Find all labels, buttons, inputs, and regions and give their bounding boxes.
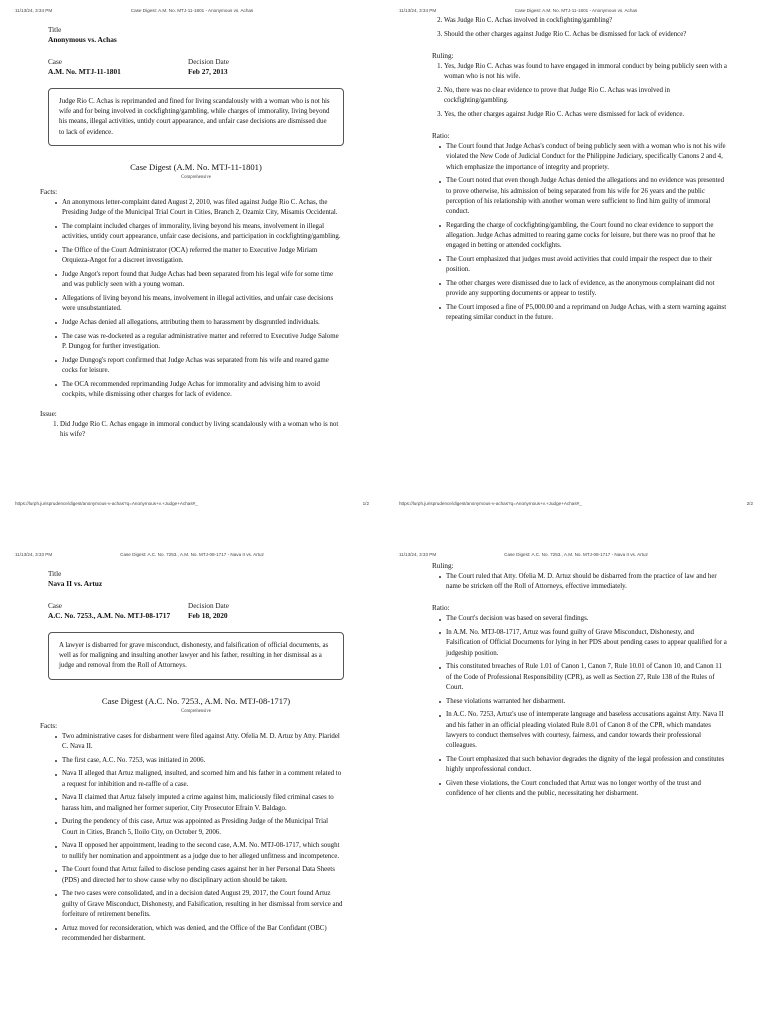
decision-date: Feb 27, 2013	[188, 67, 228, 76]
page-3	[0, 512, 384, 1024]
facts-list	[48, 732, 344, 944]
decision-date: Feb 18, 2020	[188, 611, 228, 620]
page-header	[399, 552, 753, 557]
list-item: The Court emphasized that judges must avoid activities that could impair the respect due to their position.	[446, 255, 728, 275]
page-url: https://lurph.jurisprudence/digest/anonymous-v-achas?q=Anonymous+v.+Judge+Achas#_	[399, 501, 582, 506]
page-footer	[399, 501, 753, 506]
print-title: Case Digest: A.C. No. 7253., A.M. No. MTJ-08-1717 - Nava II vs. Artuz	[504, 552, 648, 557]
ruling-heading: Ruling:	[432, 562, 454, 570]
list-item: 1. Did Judge Rio C. Achas engage in immoral conduct by living scandalously with a woman who is not his wife?	[60, 420, 344, 440]
list-item: Judge Angot's report found that Judge Achas had been separated from his legal wife for some time and was publicly seen with a young woman.	[62, 270, 344, 290]
page-header	[15, 552, 369, 557]
issue-list	[48, 420, 344, 440]
title-label: Title	[48, 570, 62, 578]
list-item: The Court noted that even though Judge Achas denied the allegations and no evidence was presented to prove otherwise, his admission of being separated from his wife for 26 years and the public perception of his relationship with another woman were sufficient to find him guilty of immoral conduct.	[446, 176, 728, 217]
page-1	[0, 0, 384, 512]
list-item: 2. No, there was no clear evidence to prove that Judge Rio C. Achas was involved in cockfighting/gambling.	[444, 86, 728, 106]
list-item: Regarding the charge of cockfighting/gambling, the Court found no clear evidence to support the allegation. Judge Achas admitted to rearing game cocks for leisure, but there was no proof that he engaged in betting or attended cockfights.	[446, 221, 728, 252]
list-item: 1. Yes, Judge Rio C. Achas was found to have engaged in immoral conduct by being publicly seen with a woman who is not his wife.	[444, 62, 728, 82]
list-item: Nava II alleged that Artuz maligned, insulted, and scorned him and his father in a comment related to a request for inhibition and re-raffle of a case.	[62, 769, 344, 789]
list-item: Judge Dungog's report confirmed that Judge Achas was separated from his wife and reared game cocks for leisure.	[62, 356, 344, 376]
list-item: The OCA recommended reprimanding Judge Achas for immorality and advising him to avoid cockpits, while dismissing other charges for lack of evidence.	[62, 380, 344, 400]
ratio-heading: Ratio:	[432, 132, 450, 141]
page-number: 2/2	[746, 501, 753, 506]
list-item: Allegations of living beyond his means, involvement in illegal activities, and unfair case decisions were unsubstantiated.	[62, 294, 344, 314]
digest-subtitle: Comprehensive	[180, 708, 212, 714]
decision-date-label: Decision Date	[188, 58, 229, 66]
list-item: Nava II opposed her appointment, leading to the second case, A.M. No. MTJ-08-1717, which sought to nullify her nomination and appointment as a judge due to her alleged unfitness and incompetence.	[62, 841, 344, 861]
list-item: The other charges were dismissed due to lack of evidence, as the anonymous complainant did not provide any supporting documents or appear to testify.	[446, 279, 728, 299]
list-item: 3. Should the other charges against Judge Rio C. Achas be dismissed for lack of evidence?	[444, 30, 728, 40]
list-item: The Court found that Judge Achas's conduct of being publicly seen with a woman who is not his wife violated the New Code of Judicial Conduct for the Philippine Judiciary, specifically Canons 2 and 4, which emphasize the importance of integrity and propriety.	[446, 142, 728, 173]
digest-subtitle: Comprehensive	[180, 174, 212, 180]
ratio-list	[432, 614, 728, 799]
title-label: Title	[48, 26, 62, 34]
list-item: 3. Yes, the other charges against Judge Rio C. Achas were dismissed for lack of evidence.	[444, 110, 728, 120]
page-number: 1/2	[362, 501, 369, 506]
ruling-list	[432, 572, 728, 592]
case-number: A.M. No. MTJ-11-1801	[48, 67, 121, 76]
page-2	[384, 0, 768, 512]
issue-heading: Issue:	[40, 410, 57, 419]
case-label: Case	[48, 58, 62, 66]
list-item: The Court's decision was based on several findings.	[446, 614, 728, 624]
list-item: The Court found that Artuz failed to disclose pending cases against her in her Personal Data Sheets (PDS) and directed her to show cause why no disciplinary action should be taken.	[62, 865, 344, 885]
facts-heading: Facts:	[40, 721, 58, 730]
digest-title: Case Digest (A.C. No. 7253., A.M. No. MTJ-08-1717)	[101, 695, 291, 706]
list-item: Two administrative cases for disbarment were filed against Atty. Ofelia M. D. Artuz by Atty. Plaridel C. Nava II.	[62, 732, 344, 752]
page-url: https://lurph.jurisprudence/digest/anonymous-v-achas?q=Anonymous+v.+Judge+Achas#_	[15, 501, 198, 506]
print-timestamp: 11/13/24, 3:34 PM	[399, 8, 437, 13]
ratio-list	[432, 142, 728, 323]
case-summary: Judge Rio C. Achas is reprimanded and fined for living scandalously with a woman who is not his wife and for being involved in cockfighting/gambling, while charges of immorality, living beyond his means, illegal activities, untidy court appearance, and unfair case decisions are dismissed due to lack of evidence.	[48, 88, 344, 146]
case-summary: A lawyer is disbarred for grave misconduct, dishonesty, and falsification of official documents, as well as for maligning and insulting another lawyer and his father, resulting in her dismissal as a judge and removal from the Roll of Attorneys.	[48, 632, 344, 680]
list-item: These violations warranted her disbarment.	[446, 697, 728, 707]
page-footer	[15, 501, 369, 506]
list-item: During the pendency of this case, Artuz was appointed as Presiding Judge of the Municipal Trial Court in Cities, Branch 5, Iloilo City, on October 9, 2006.	[62, 817, 344, 837]
list-item: The complaint included charges of immorality, living beyond his means, involvement in illegal activities, untidy court appearance, unfair case decisions, and participation in cockfighting/gambling.	[62, 222, 344, 242]
list-item: Judge Achas denied all allegations, attributing them to harassment by disgruntled individuals.	[62, 318, 344, 328]
list-item: The two cases were consolidated, and in a decision dated August 29, 2017, the Court found Artuz guilty of Grave Misconduct, Dishonesty, and Falsification, resulting in her dismissal from service and forfeiture of retirement benefits.	[62, 889, 344, 920]
list-item: In A.M. No. MTJ-08-1717, Artuz was found guilty of Grave Misconduct, Dishonesty, and Falsification of Official Documents for lying in her PDS about pending cases to appear qualified for a judgeship position.	[446, 628, 728, 659]
list-item: This constituted breaches of Rule 1.01 of Canon 1, Canon 7, Rule 10.01 of Canon 10, and Canon 11 of the Code of Professional Responsibility (CPR), as well as Section 27, Rule 138 of the Rules of Court.	[446, 662, 728, 693]
list-item: Given these violations, the Court concluded that Artuz was no longer worthy of the trust and confidence of her clients and the public, necessitating her disbarment.	[446, 779, 728, 799]
list-item: In A.C. No. 7253, Artuz's use of intemperate language and baseless accusations against Atty. Nava II and his father in an official pleading violated Rule 8.01 of Canon 8 of the CPR, which mandates lawyers to conduct themselves with courtesy, fairness, and candor towards their professional colleagues.	[446, 710, 728, 751]
case-title: Nava II vs. Artuz	[48, 579, 103, 588]
list-item: The Court imposed a fine of P5,000.00 and a reprimand on Judge Achas, with a stern warning against repeating similar conduct in the future.	[446, 303, 728, 323]
print-timestamp: 11/13/24, 3:34 PM	[15, 8, 53, 13]
case-label: Case	[48, 602, 62, 610]
print-title: Case Digest: A.C. No. 7253., A.M. No. MTJ-08-1717 - Nava II vs. Artuz	[120, 552, 264, 557]
print-title: Case Digest: A.M. No. MTJ-11-1801 - Anonymous vs. Achas	[130, 8, 254, 13]
page-4	[384, 512, 768, 1024]
digest-title: Case Digest (A.M. No. MTJ-11-1801)	[130, 161, 262, 172]
page-header	[15, 8, 369, 13]
list-item: Artuz moved for reconsideration, which was denied, and the Office of the Bar Confidant (OBC) recommended her disbarment.	[62, 924, 344, 944]
list-item: Nava II claimed that Artuz falsely imputed a crime against him, maliciously filed criminal cases to harass him, and maligned her former superior, City Prosecutor Efrain V. Baldago.	[62, 793, 344, 813]
list-item: The Court ruled that Atty. Ofelia M. D. Artuz should be disbarred from the practice of law and her name be stricken off the Roll of Attorneys, effective immediately.	[446, 572, 728, 592]
ratio-heading: Ratio:	[432, 604, 450, 613]
list-item: The Court emphasized that such behavior degrades the dignity of the legal profession and constitutes highly unprofessional conduct.	[446, 755, 728, 775]
decision-date-label: Decision Date	[188, 602, 229, 610]
list-item: The case was re-docketed as a regular administrative matter and referred to Executive Judge Salome P. Dungog for further investigation.	[62, 332, 344, 352]
list-item: The first case, A.C. No. 7253, was initiated in 2006.	[62, 756, 344, 766]
list-item: The Office of the Court Administrator (OCA) referred the matter to Executive Judge Miriam Orquieza-Angot for a discreet investigation.	[62, 246, 344, 266]
page-header	[399, 8, 753, 13]
print-timestamp: 11/13/24, 3:33 PM	[399, 552, 437, 557]
case-title: Anonymous vs. Achas	[48, 35, 117, 44]
facts-heading: Facts:	[40, 187, 58, 196]
print-timestamp: 11/13/24, 3:33 PM	[15, 552, 53, 557]
list-item: An anonymous letter-complaint dated August 2, 2010, was filed against Judge Rio C. Achas, the Presiding Judge of the Municipal Trial Court in Cities, Branch 2, Ozamiz City, Misamis Occidental.	[62, 198, 344, 218]
ruling-heading: Ruling:	[432, 52, 454, 60]
list-item: 2. Was Judge Rio C. Achas involved in cockfighting/gambling?	[444, 16, 728, 26]
facts-list	[48, 198, 344, 400]
issue-list-continued	[432, 16, 728, 40]
ruling-list	[432, 62, 728, 120]
print-title: Case Digest: A.M. No. MTJ-11-1801 - Anonymous vs. Achas	[514, 8, 638, 13]
case-number: A.C. No. 7253., A.M. No. MTJ-08-1717	[48, 611, 171, 620]
